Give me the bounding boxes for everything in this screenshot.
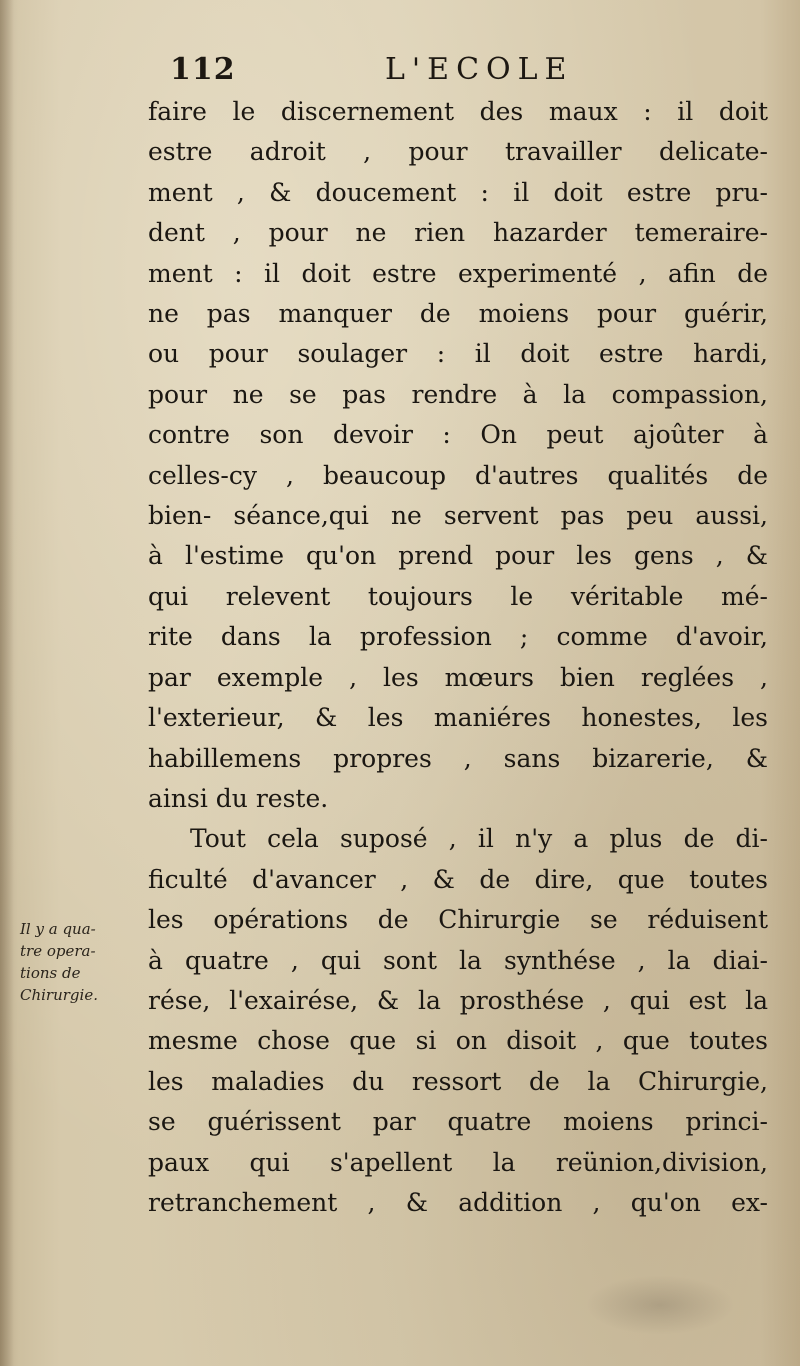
text-line: les maladies du ressort de la Chirurgie,: [148, 1066, 768, 1096]
text-line: pour ne se pas rendre à la compassion,: [148, 379, 768, 409]
text-line: contre son devoir : On peut ajoûter à: [148, 420, 768, 450]
text-line: ment : il doit estre experimenté , afin de: [148, 258, 768, 288]
text-line: paux qui s'apellent la reünion,division,: [148, 1147, 768, 1177]
text-line: se guérissent par quatre moiens princi-: [148, 1107, 768, 1137]
running-head: L'ECOLE: [385, 52, 574, 87]
page-number: 112: [170, 52, 236, 87]
text-line: par exemple , les mœurs bien reglées ,: [148, 662, 768, 692]
page-gutter-shadow: [0, 0, 14, 1366]
marginal-note-line: tions de: [20, 964, 81, 982]
text-line: ne pas manquer de moiens pour guérir,: [148, 299, 768, 329]
text-line: qui relevent toujours le véritable mé-: [148, 581, 768, 611]
text-line: à quatre , qui sont la synthése , la diai-: [148, 945, 768, 975]
text-line: Tout cela suposé , il n'y a plus de di-: [190, 824, 768, 854]
text-line: bien- séance,qui ne servent pas peu aussi,: [148, 501, 768, 531]
text-line: à l'estime qu'on prend pour les gens , &: [148, 541, 768, 571]
text-line: ficulté d'avancer , & de dire, que toutes: [148, 864, 768, 894]
text-line: ou pour soulager : il doit estre hardi,: [148, 339, 768, 369]
body-text: [148, 92, 768, 1223]
text-line: ment , & doucement : il doit estre pru-: [148, 177, 768, 207]
marginal-note: [20, 918, 140, 1006]
text-line: les opérations de Chirurgie se réduisent: [148, 905, 768, 935]
text-line: l'exterieur, & les maniéres honestes, les: [148, 703, 768, 733]
text-line: retranchement , & addition , qu'on ex-: [148, 1187, 768, 1217]
text-line: faire le discernement des maux : il doit: [148, 97, 768, 126]
text-line: ainsi du reste.: [148, 783, 329, 813]
text-line: celles-cy , beaucoup d'autres qualités de: [148, 460, 768, 490]
text-line: estre adroit , pour travailler delicate-: [148, 137, 768, 167]
text-line: mesme chose que si on disoit , que toutes: [148, 1026, 768, 1056]
text-line: dent , pour ne rien hazarder temeraire-: [148, 218, 768, 248]
text-line: rése, l'exairése, & la prosthése , qui est la: [148, 985, 768, 1015]
marginal-note-line: Chirurgie.: [20, 986, 98, 1004]
ink-smudge: [585, 1275, 735, 1335]
marginal-note-line: tre opera-: [20, 942, 96, 960]
page-header: [170, 52, 600, 96]
text-line: rite dans la profession ; comme d'avoir,: [148, 622, 768, 652]
text-line: habillemens propres , sans bizarerie, &: [148, 743, 768, 773]
marginal-note-line: Il y a qua-: [20, 920, 96, 938]
